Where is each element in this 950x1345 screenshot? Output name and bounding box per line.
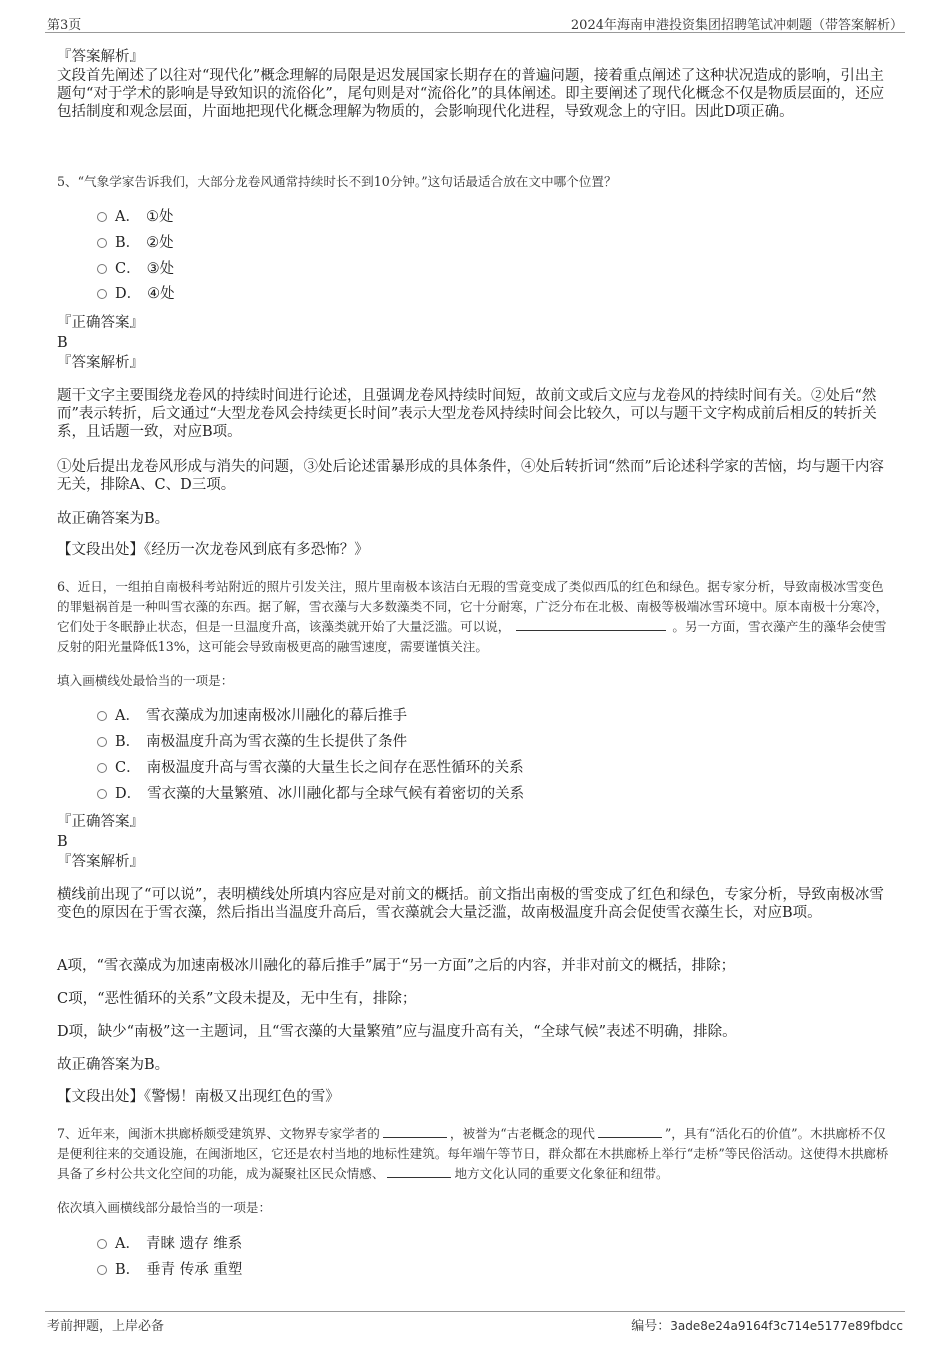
radio-icon[interactable] <box>97 212 107 222</box>
q7-option-b[interactable]: B． 垂青 传承 重塑 <box>97 1260 242 1280</box>
document-code: 编号：3ade8e24a9164f3c714e5177e89fbdcc <box>631 1319 903 1334</box>
q6-analysis-2 <box>57 957 895 975</box>
q6-analysis-3 <box>57 990 895 1008</box>
question-prompt: 填入画横线处最恰当的一项是： <box>57 673 234 688</box>
q7-option-a[interactable]: A． 青睐 遗存 维系 <box>97 1234 242 1254</box>
fill-blank <box>598 1125 662 1138</box>
analysis-paragraph: 横线前出现了“可以说”，表明横线处所填内容应是对前文的概括。前文指出南极的雪变成了红色和绿色，专家分析，导致南极冰雪变色的原因在于雪衣藻，然后指出当温度升高后，雪衣藻就会大量泛滥，故南极温度升高会促使雪衣藻生长，对应B项。 <box>57 887 884 921</box>
page-header <box>45 12 905 33</box>
analysis-tag: 『答案解析』 <box>57 49 144 65</box>
analysis-tag: 『答案解析』 <box>57 355 144 371</box>
question-5 <box>57 172 895 192</box>
footer-slogan: 考前押题，上岸必备 <box>47 1319 165 1334</box>
q6-analysis-5 <box>57 1056 895 1074</box>
page-number: 第3页 <box>47 18 82 33</box>
q5-analysis-2 <box>57 458 895 494</box>
question-text: 6、近日，一组拍自南极科考站附近的照片引发关注，照片里南极本该洁白无瑕的雪竟变成了类似西瓜的红色和绿色。据专家分析，导致南极冰雪变色的罪魁祸首是一种叫雪衣藻的东西。据了解，雪衣藻与大多数藻类不同，它十分耐寒，广泛分布在北极、南极等极端冰雪环境中。原本南极十分寒冷，它们处于冬眠静止状态，但是一旦温度升高，该藻类就开始了大量泛滥。可以说， 。另一方面，雪衣藻产生的藻华会使雪反射的阳光量降低13%，这可能会导致南极更高的融雪速度，需要谨慎关注。 <box>57 579 889 654</box>
document-title: 2024年海南申港投资集团招聘笔试冲刺题（带答案解析） <box>570 18 903 33</box>
radio-icon[interactable] <box>97 737 107 747</box>
q5-answer <box>57 313 895 373</box>
answer-tag: 『正确答案』 <box>57 814 144 830</box>
page-footer <box>45 1311 905 1334</box>
q7-prompt <box>57 1198 895 1218</box>
q5-analysis-3 <box>57 510 895 528</box>
radio-icon[interactable] <box>97 238 107 248</box>
fill-blank <box>387 1165 451 1178</box>
analysis-paragraph: C项，“恶性循环的关系”文段未提及，无中生有，排除； <box>57 991 417 1007</box>
answer-tag: 『正确答案』 <box>57 315 144 331</box>
q5-option-a[interactable]: A． ①处 <box>97 207 173 227</box>
radio-icon[interactable] <box>97 789 107 799</box>
analysis-paragraph: D项，缺少“南极”这一主题词，且“雪衣藻的大量繁殖”应与温度升高有关，“全球气候”表述不明确，排除。 <box>57 1024 737 1040</box>
analysis-paragraph: 题干文字主要围绕龙卷风的持续时间进行论述，且强调龙卷风持续时间短，故前文或后文应与龙卷风的持续时间有关。②处后“然而”表示转折，后文通过“大型龙卷风会持续更长时间”表示大型龙卷风持续时间会比较久，可以与题干文字构成前后相反的转折关系，且话题一致，对应B项。 <box>57 388 877 440</box>
q6-answer <box>57 812 895 872</box>
q5-source <box>57 540 895 560</box>
q5-analysis <box>57 387 895 441</box>
analysis-paragraph: A项，“雪衣藻成为加速南极冰川融化的幕后推手”属于“另一方面”之后的内容，并非对前文的概括，排除； <box>57 958 736 974</box>
q6-source <box>57 1087 895 1107</box>
fill-blank <box>516 618 666 631</box>
q6-option-b[interactable]: B． 南极温度升高为雪衣藻的生长提供了条件 <box>97 732 407 752</box>
question-6 <box>57 577 895 657</box>
radio-icon[interactable] <box>97 289 107 299</box>
question-text: 7、近年来，闽浙木拱廊桥颇受建筑界、文物界专家学者的 ，被誉为“古老概念的现代 ”，具有“活化石的价值”。木拱廊桥不仅是便利往来的交通设施，在闽浙地区，它还是农村当地的地标性建筑。每年端午等节日，群众都在木拱廊桥上举行“走桥”等民俗活动。这使得木拱廊桥具备了乡村公共文化空间的功能，成为凝聚社区民众情感、 地方文化认同的重要文化象征和纽带。 <box>57 1126 889 1181</box>
analysis-paragraph: ①处后提出龙卷风形成与消失的问题，③处后论述雷暴形成的具体条件，④处后转折词“然而”后论述科学家的苦恼，均与题干内容无关，排除A、C、D三项。 <box>57 459 884 493</box>
q6-option-c[interactable]: C． 南极温度升高与雪衣藻的大量生长之间存在恶性循环的关系 <box>97 758 524 778</box>
q5-option-b[interactable]: B． ②处 <box>97 233 174 253</box>
answer-value: B <box>57 834 68 850</box>
q6-analysis <box>57 886 895 922</box>
answer-value: B <box>57 335 68 351</box>
fill-blank <box>383 1125 447 1138</box>
q6-prompt <box>57 671 895 691</box>
intro-analysis <box>57 47 895 121</box>
radio-icon[interactable] <box>97 1265 107 1275</box>
analysis-paragraph: 故正确答案为B。 <box>57 511 170 527</box>
q6-analysis-4 <box>57 1023 895 1041</box>
analysis-paragraph: 故正确答案为B。 <box>57 1057 170 1073</box>
radio-icon[interactable] <box>97 264 107 274</box>
source-citation: 【文段出处】《经历一次龙卷风到底有多恐怖？》 <box>57 542 369 558</box>
radio-icon[interactable] <box>97 711 107 721</box>
q5-option-d[interactable]: D． ④处 <box>97 284 175 304</box>
question-7 <box>57 1124 895 1184</box>
q6-option-d[interactable]: D． 雪衣藻的大量繁殖、冰川融化都与全球气候有着密切的关系 <box>97 784 524 804</box>
analysis-tag: 『答案解析』 <box>57 854 144 870</box>
radio-icon[interactable] <box>97 1239 107 1249</box>
question-prompt: 依次填入画横线部分最恰当的一项是： <box>57 1200 272 1215</box>
q5-option-c[interactable]: C． ③处 <box>97 259 174 279</box>
radio-icon[interactable] <box>97 763 107 773</box>
analysis-text: 文段首先阐述了以往对“现代化”概念理解的局限是迟发展国家长期存在的普遍问题，接着重点阐述了这种状况造成的影响，引出主题句“对于学术的影响是导致知识的流俗化”，尾句则是对“流俗化”的具体阐述。即主要阐述了现代化概念不仅是物质层面的，还应包括制度和观念层面，片面地把现代化概念理解为物质的，会影响现代化进程，导致观念上的守旧。因此D项正确。 <box>57 68 885 120</box>
question-text: 5、“气象学家告诉我们，大部分龙卷风通常持续时长不到10分钟。”这句话最适合放在文中哪个位置？ <box>57 174 617 189</box>
source-citation: 【文段出处】《警惕！南极又出现红色的雪》 <box>57 1089 340 1105</box>
q6-option-a[interactable]: A． 雪衣藻成为加速南极冰川融化的幕后推手 <box>97 706 407 726</box>
